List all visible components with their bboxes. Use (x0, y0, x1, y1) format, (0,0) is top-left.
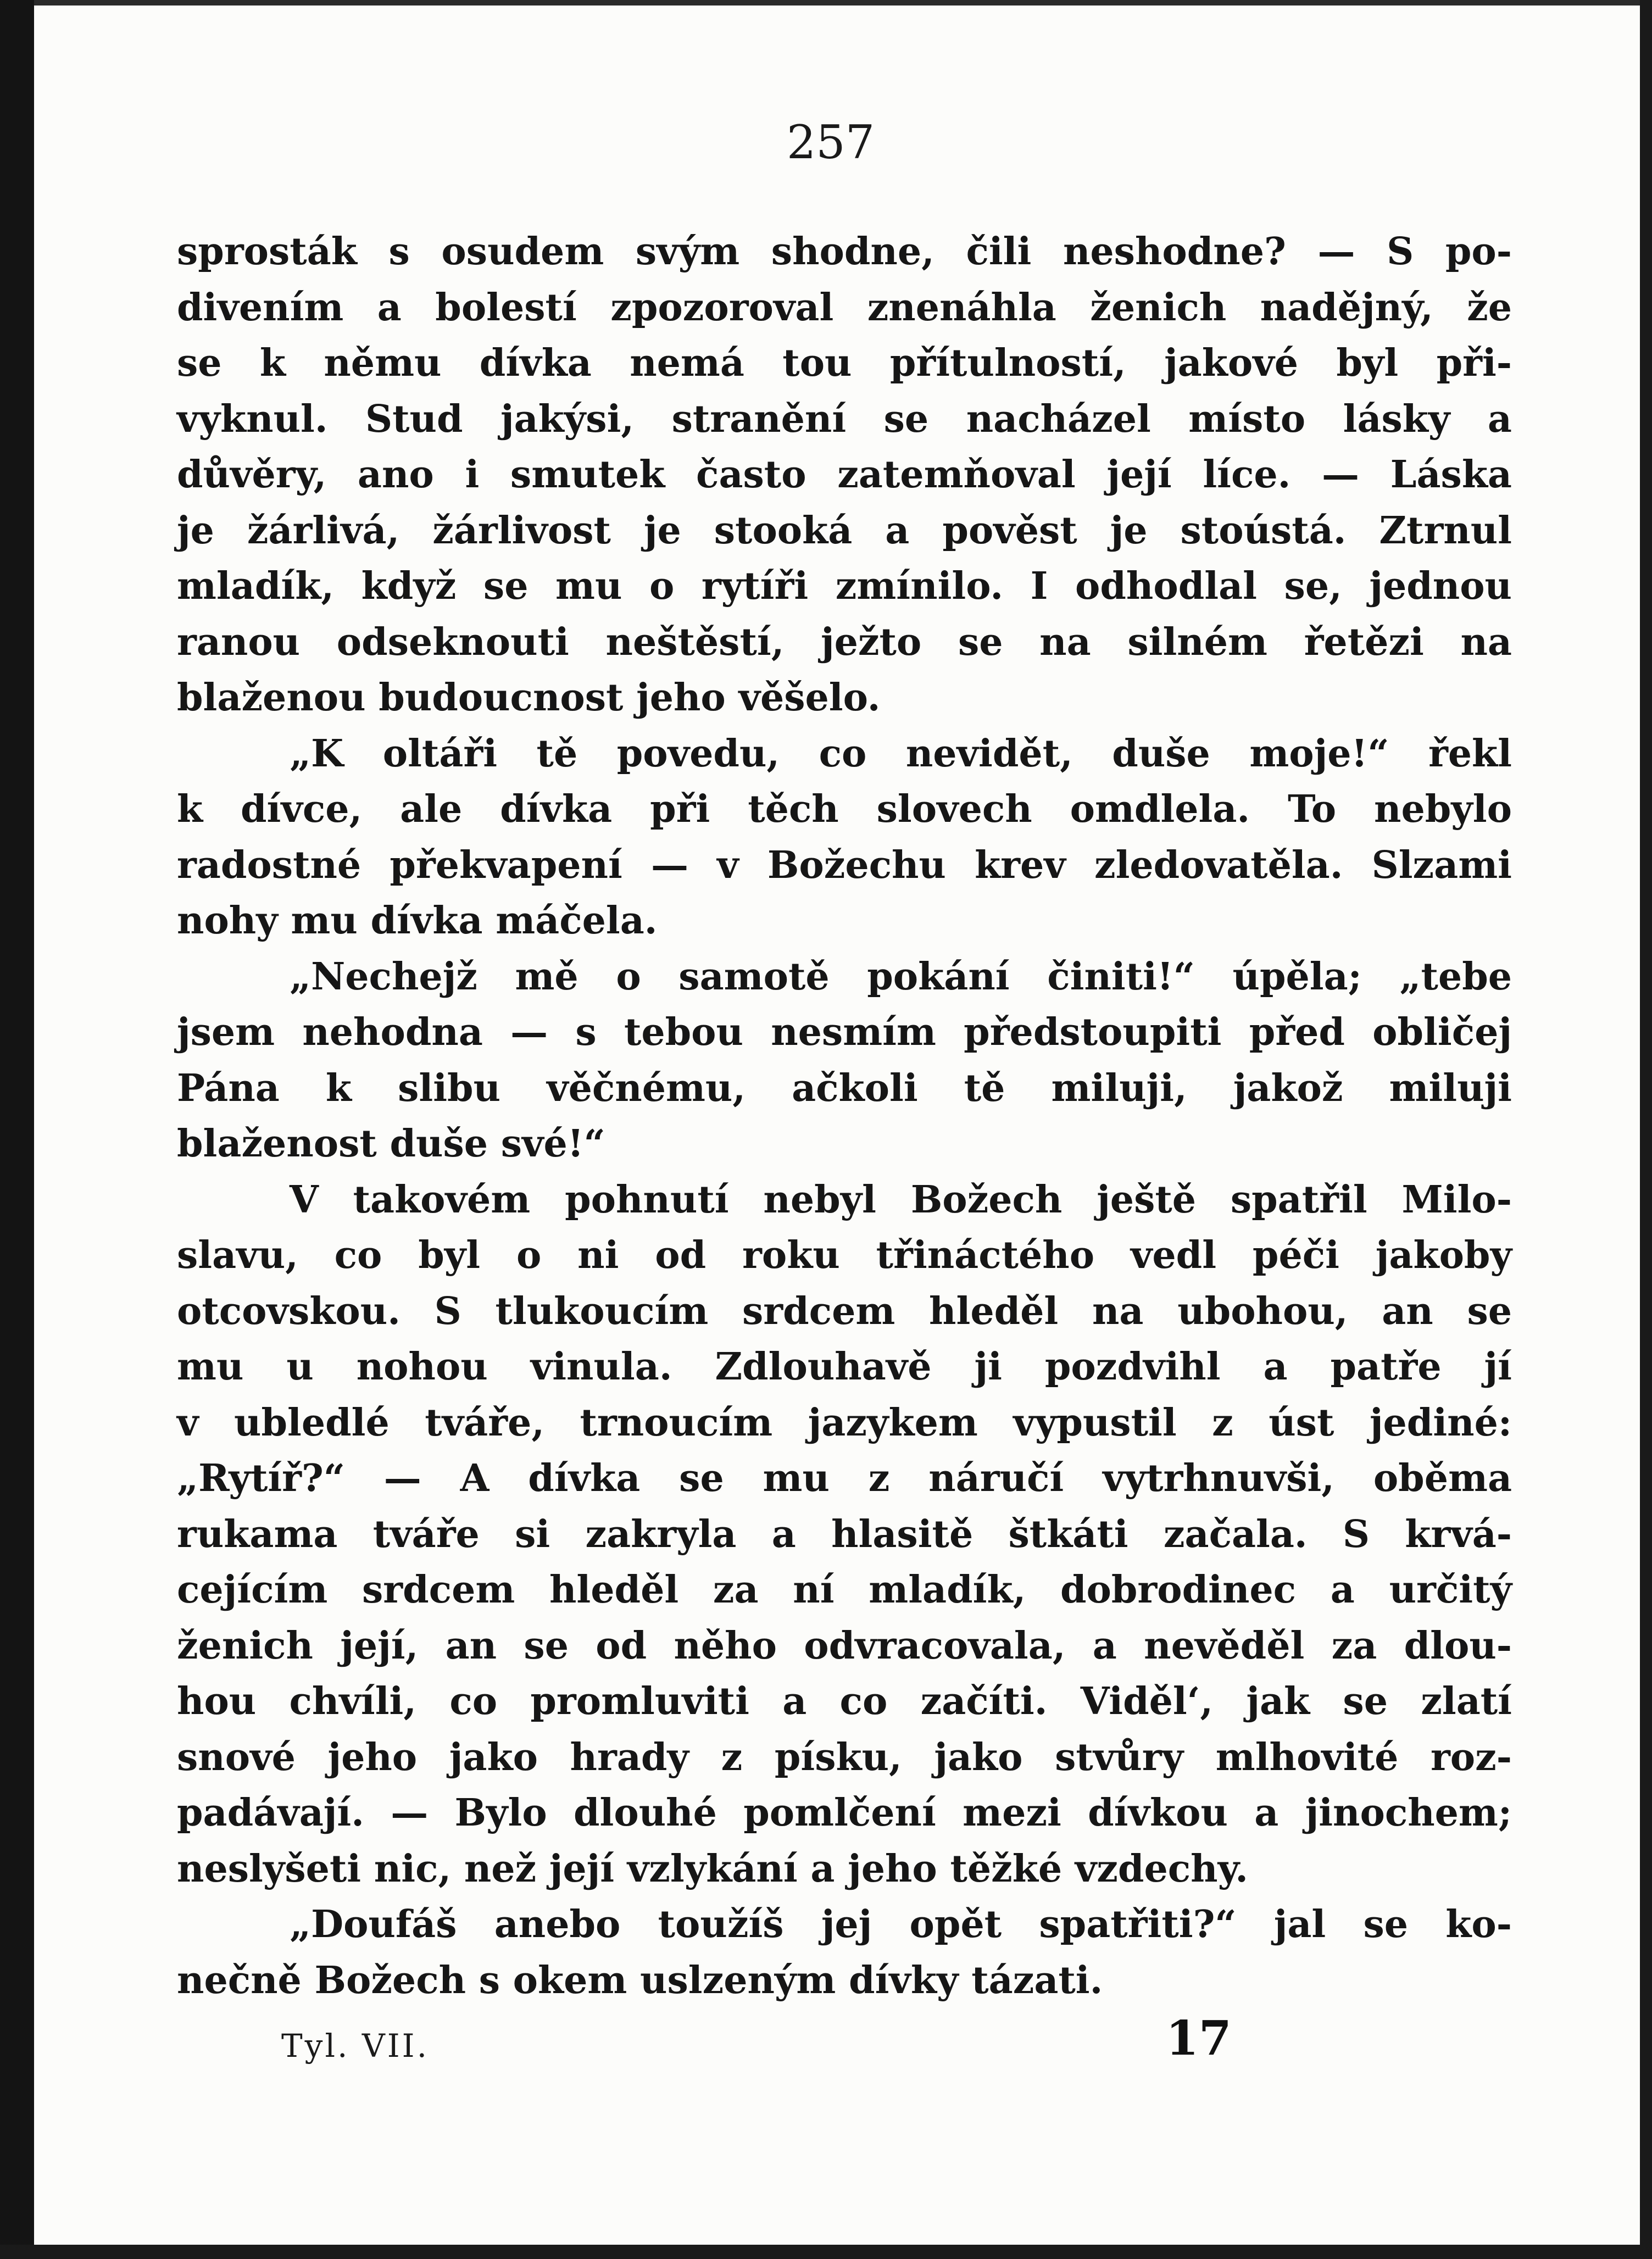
scan-border-top (0, 0, 1652, 5)
text-line: divením a bolestí zpozoroval znenáhla ženich nadějný, že (177, 285, 1512, 330)
text-line: „Doufáš anebo toužíš jej opět spatřiti?“ jal se ko- (290, 1902, 1512, 1946)
text-line: ženich její, an se od něho odvracovala, a nevěděl za dlou- (177, 1623, 1512, 1668)
text-line: cejícím srdcem hleděl za ní mladík, dobrodinec a určitý (177, 1568, 1512, 1612)
text-line: blaženou budoucnost jeho věšelo. (177, 676, 881, 720)
text-line: „Nechejž mě o samotě pokání činiti!“ úpěla; „tebe (290, 954, 1512, 999)
scan-border-left (0, 0, 34, 2259)
text-line: v ubledlé tváře, trnoucím jazykem vypustil z úst jediné: (177, 1400, 1512, 1445)
scan-border-right (1640, 0, 1652, 2259)
text-line: snové jeho jako hrady z písku, jako stvůry mlhovité roz- (177, 1735, 1512, 1779)
text-line: hou chvíli, co promluviti a co začíti. Viděl‘, jak se zlatí (177, 1679, 1512, 1723)
text-line: otcovskou. S tlukoucím srdcem hleděl na ubohou, an se (177, 1289, 1512, 1333)
text-line: k dívce, ale dívka při těch slovech omdlela. To nebylo (177, 787, 1512, 831)
text-line: radostné překvapení — v Božechu krev zledovatěla. Slzami (177, 843, 1512, 887)
text-line: se k němu dívka nemá tou přítulností, jakové byl při- (177, 341, 1512, 385)
page-number: 257 (786, 115, 875, 169)
text-line: neslyšeti nic, než její vzlykání a jeho těžké vzdechy. (177, 1846, 1248, 1891)
text-line: „Rytíř?“ — A dívka se mu z náručí vytrhnuvši, oběma (177, 1456, 1512, 1500)
text-line: vyknul. Stud jakýsi, stranění se nacházel místo lásky a (177, 397, 1512, 441)
text-line: mladík, když se mu o rytíři zmínilo. I odhodlal se, jednou (177, 564, 1512, 608)
text-line: důvěry, ano i smutek často zatemňoval její líce. — Láska (177, 453, 1512, 497)
printer-signature-mark: Tyl. VII. (281, 2027, 430, 2065)
scan-border-bottom (0, 2245, 1652, 2259)
text-line: padávají. — Bylo dlouhé pomlčení mezi dívkou a jinochem; (177, 1791, 1512, 1835)
text-line: mu u nohou vinula. Zdlouhavě ji pozdvihl a patře jí (177, 1345, 1512, 1389)
text-line: blaženost duše své!“ (177, 1122, 605, 1166)
text-line: rukama tváře si zakryla a hlasitě štkáti začala. S krvá- (177, 1512, 1512, 1556)
sheet-number: 17 (1166, 2011, 1232, 2066)
text-line: „K oltáři tě povedu, co nevidět, duše moje!“ řekl (290, 731, 1512, 776)
text-line: nohy mu dívka máčela. (177, 899, 658, 943)
text-line: V takovém pohnutí nebyl Božech ještě spatřil Milo- (290, 1177, 1512, 1222)
text-line: nečně Božech s okem uslzeným dívky tázati. (177, 1958, 1103, 2002)
text-line: je žárlivá, žárlivost je stooká a pověst je stoústá. Ztrnul (177, 508, 1512, 553)
paper-sheet (34, 5, 1640, 2245)
text-line: ranou odseknouti neštěstí, ježto se na silném řetězi na (177, 620, 1512, 664)
text-line: Pána k slibu věčnému, ačkoli tě miluji, jakož miluji (177, 1066, 1512, 1110)
text-line: slavu, co byl o ni od roku třináctého vedl péči jakoby (177, 1233, 1512, 1277)
body-text (177, 224, 1512, 2008)
text-line: sprosták s osudem svým shodne, čili neshodne? — S po- (177, 230, 1512, 274)
text-line: jsem nehodna — s tebou nesmím předstoupiti před obličej (177, 1010, 1512, 1054)
